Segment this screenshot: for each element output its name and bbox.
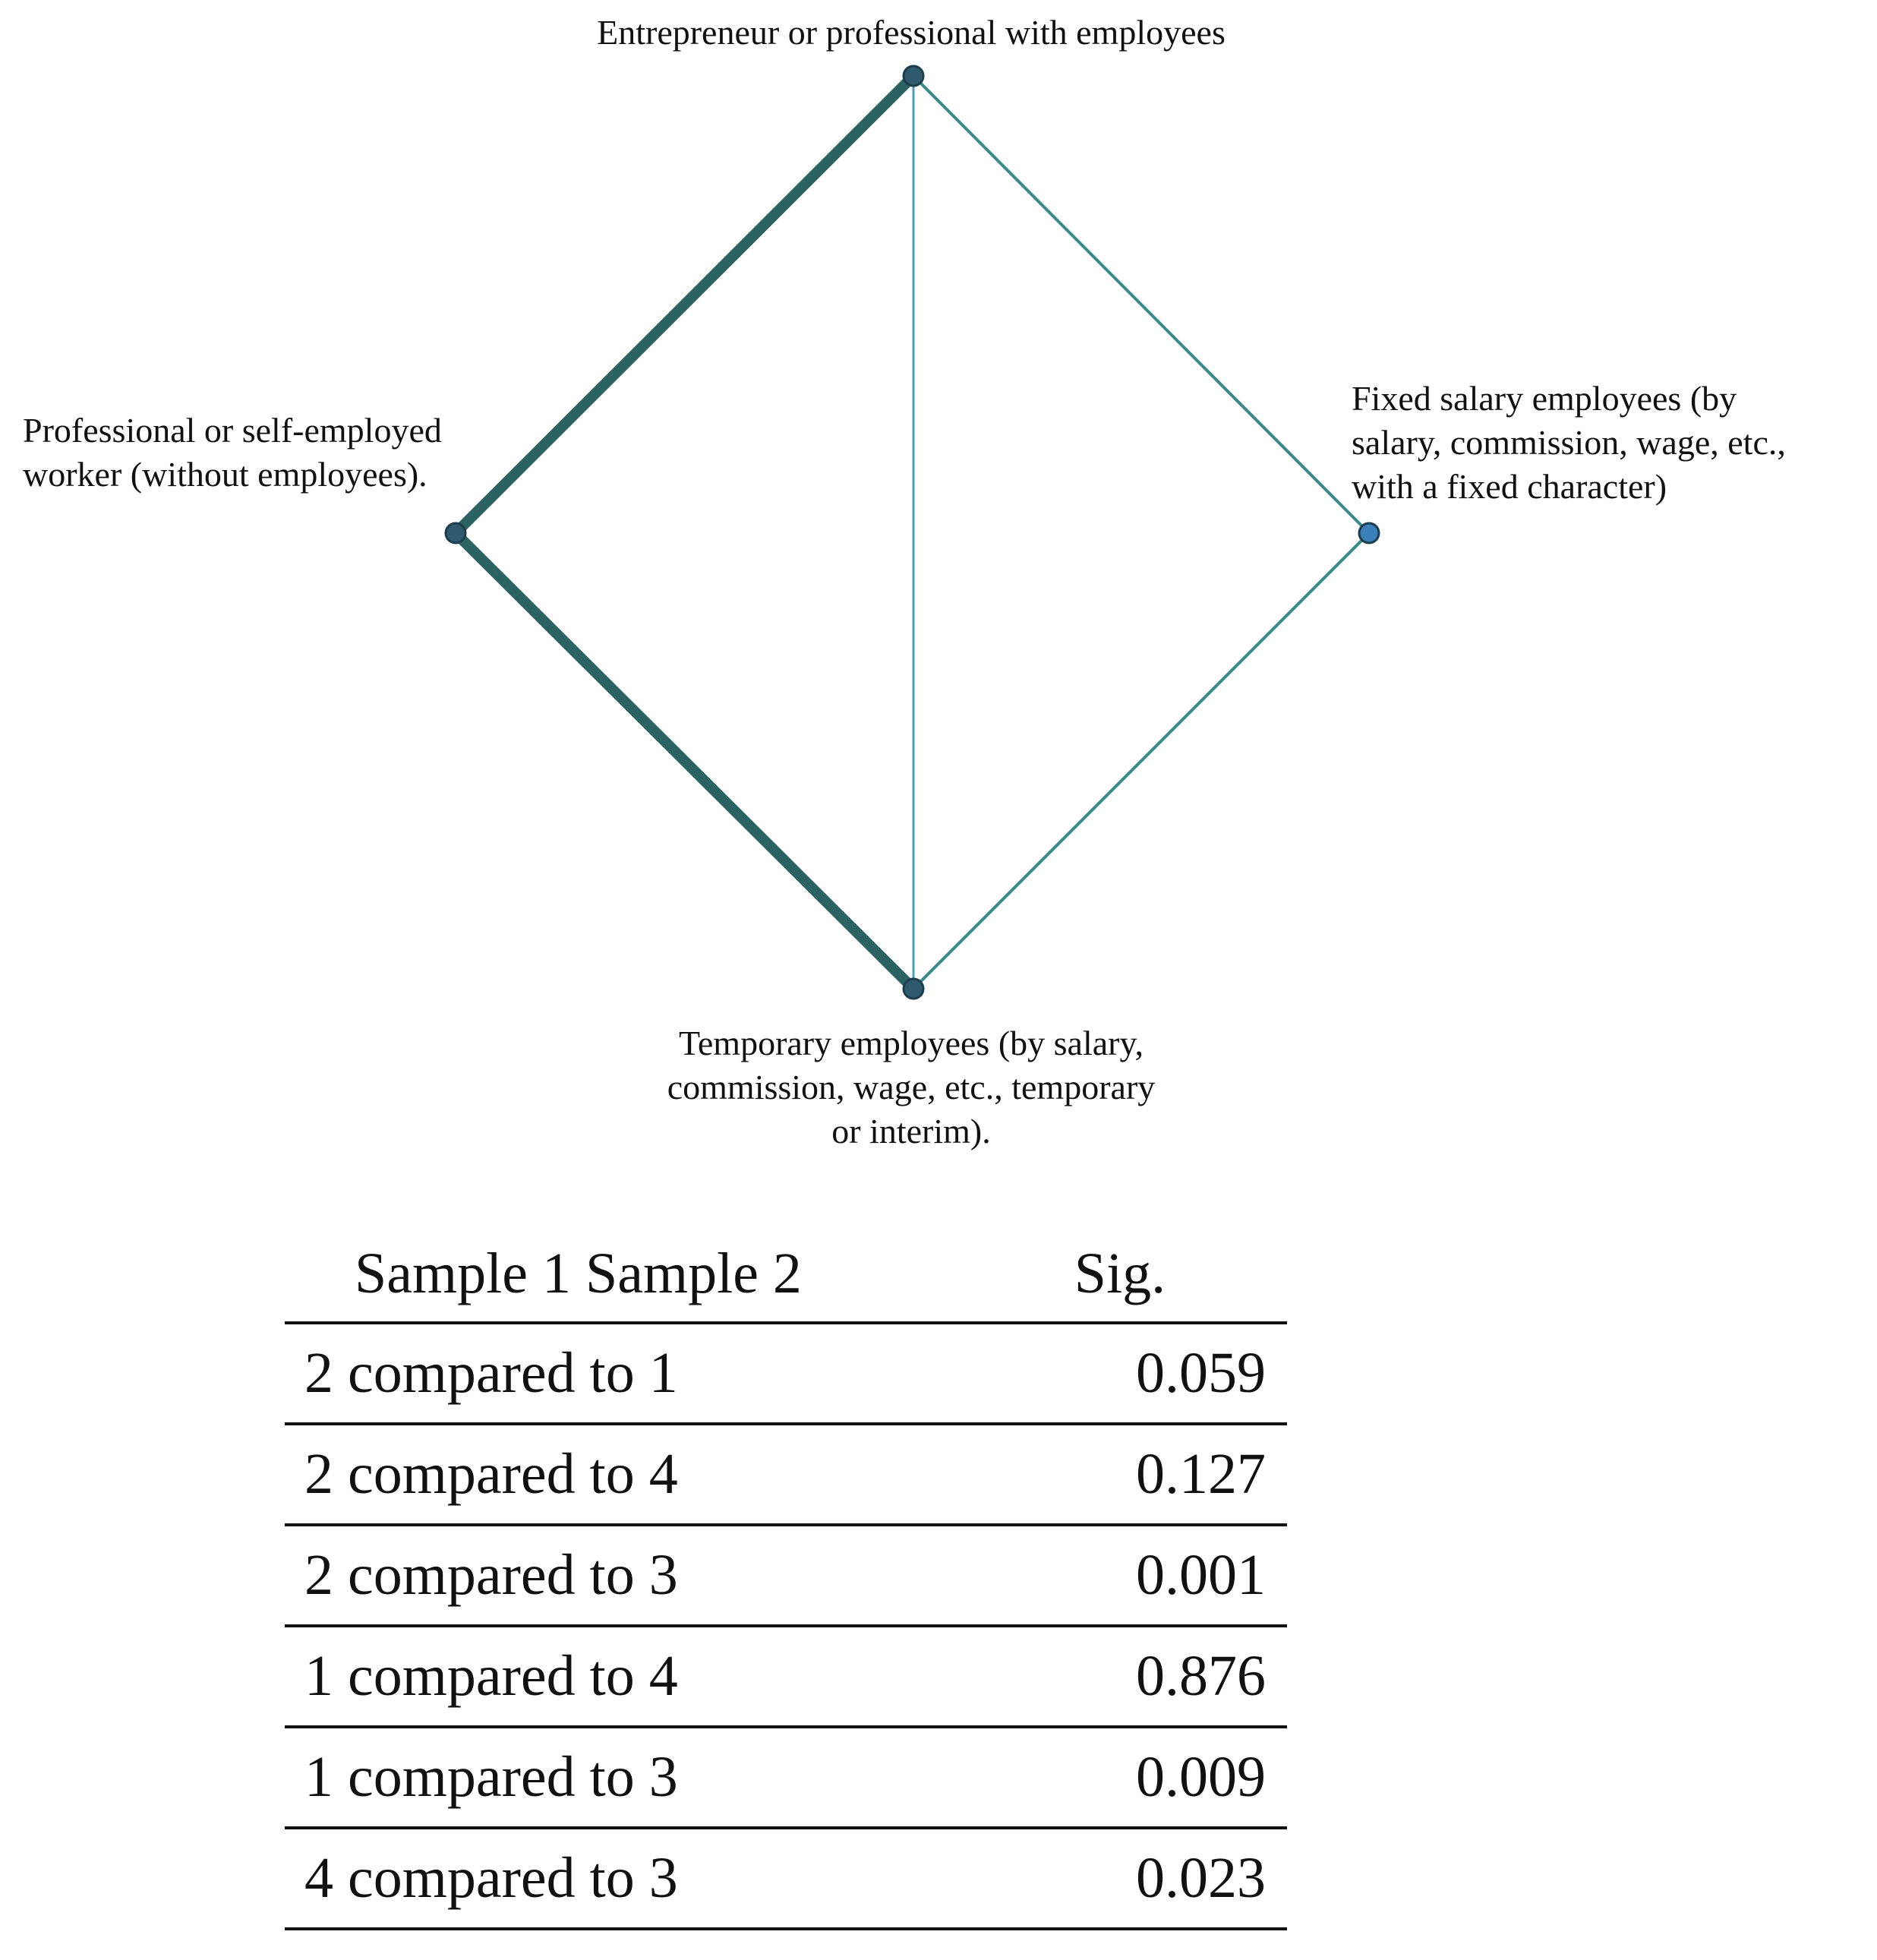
- label-line: Professional or self-employed: [23, 411, 442, 450]
- significance-table: [285, 1226, 1287, 1930]
- label-line: commission, wage, etc., temporary: [667, 1068, 1156, 1106]
- node-label-bottom: [562, 1021, 1260, 1154]
- table-row: [285, 1424, 1287, 1525]
- label-line: salary, commission, wage, etc.,: [1352, 423, 1786, 462]
- node-bottom: [904, 979, 923, 999]
- sig-cell: 0.127: [1136, 1442, 1266, 1506]
- label-line: Entrepreneur or professional with employees: [597, 13, 1226, 52]
- node-label-left: [23, 409, 509, 497]
- edge-left-bottom: [456, 533, 913, 989]
- edge-top-right: [913, 76, 1369, 533]
- sig-cell: 0.009: [1136, 1745, 1266, 1809]
- pair-cell: 1 compared to 3: [304, 1745, 678, 1809]
- node-label-top: [456, 11, 1367, 55]
- node-right: [1359, 523, 1379, 543]
- pair-cell: 4 compared to 3: [304, 1846, 678, 1910]
- table-header-row: [285, 1226, 1287, 1323]
- label-line: with a fixed character): [1352, 467, 1667, 506]
- label-line: Temporary employees (by salary,: [678, 1024, 1144, 1062]
- sig-cell: 0.001: [1136, 1543, 1266, 1607]
- sig-cell: 0.876: [1136, 1644, 1266, 1708]
- label-line: or interim).: [831, 1112, 991, 1150]
- header-samples: Sample 1 Sample 2: [355, 1242, 802, 1305]
- node-left: [446, 523, 465, 543]
- edge-right-bottom: [913, 533, 1369, 989]
- table-row: [285, 1828, 1287, 1929]
- table-row: [285, 1727, 1287, 1828]
- table-row: [285, 1525, 1287, 1626]
- pair-cell: 2 compared to 1: [304, 1341, 678, 1405]
- edge-top-left: [456, 76, 913, 533]
- node-top: [904, 66, 923, 86]
- pair-cell: 1 compared to 4: [304, 1644, 678, 1708]
- sig-cell: 0.059: [1136, 1341, 1266, 1405]
- sig-cell: 0.023: [1136, 1846, 1266, 1910]
- label-line: Fixed salary employees (by: [1352, 379, 1737, 418]
- label-line: worker (without employees).: [23, 455, 427, 494]
- header-sig: Sig.: [1074, 1242, 1166, 1305]
- pair-cell: 2 compared to 4: [304, 1442, 678, 1506]
- table-row: [285, 1323, 1287, 1424]
- pair-cell: 2 compared to 3: [304, 1543, 678, 1607]
- table-row: [285, 1626, 1287, 1727]
- node-label-right: [1352, 377, 1853, 509]
